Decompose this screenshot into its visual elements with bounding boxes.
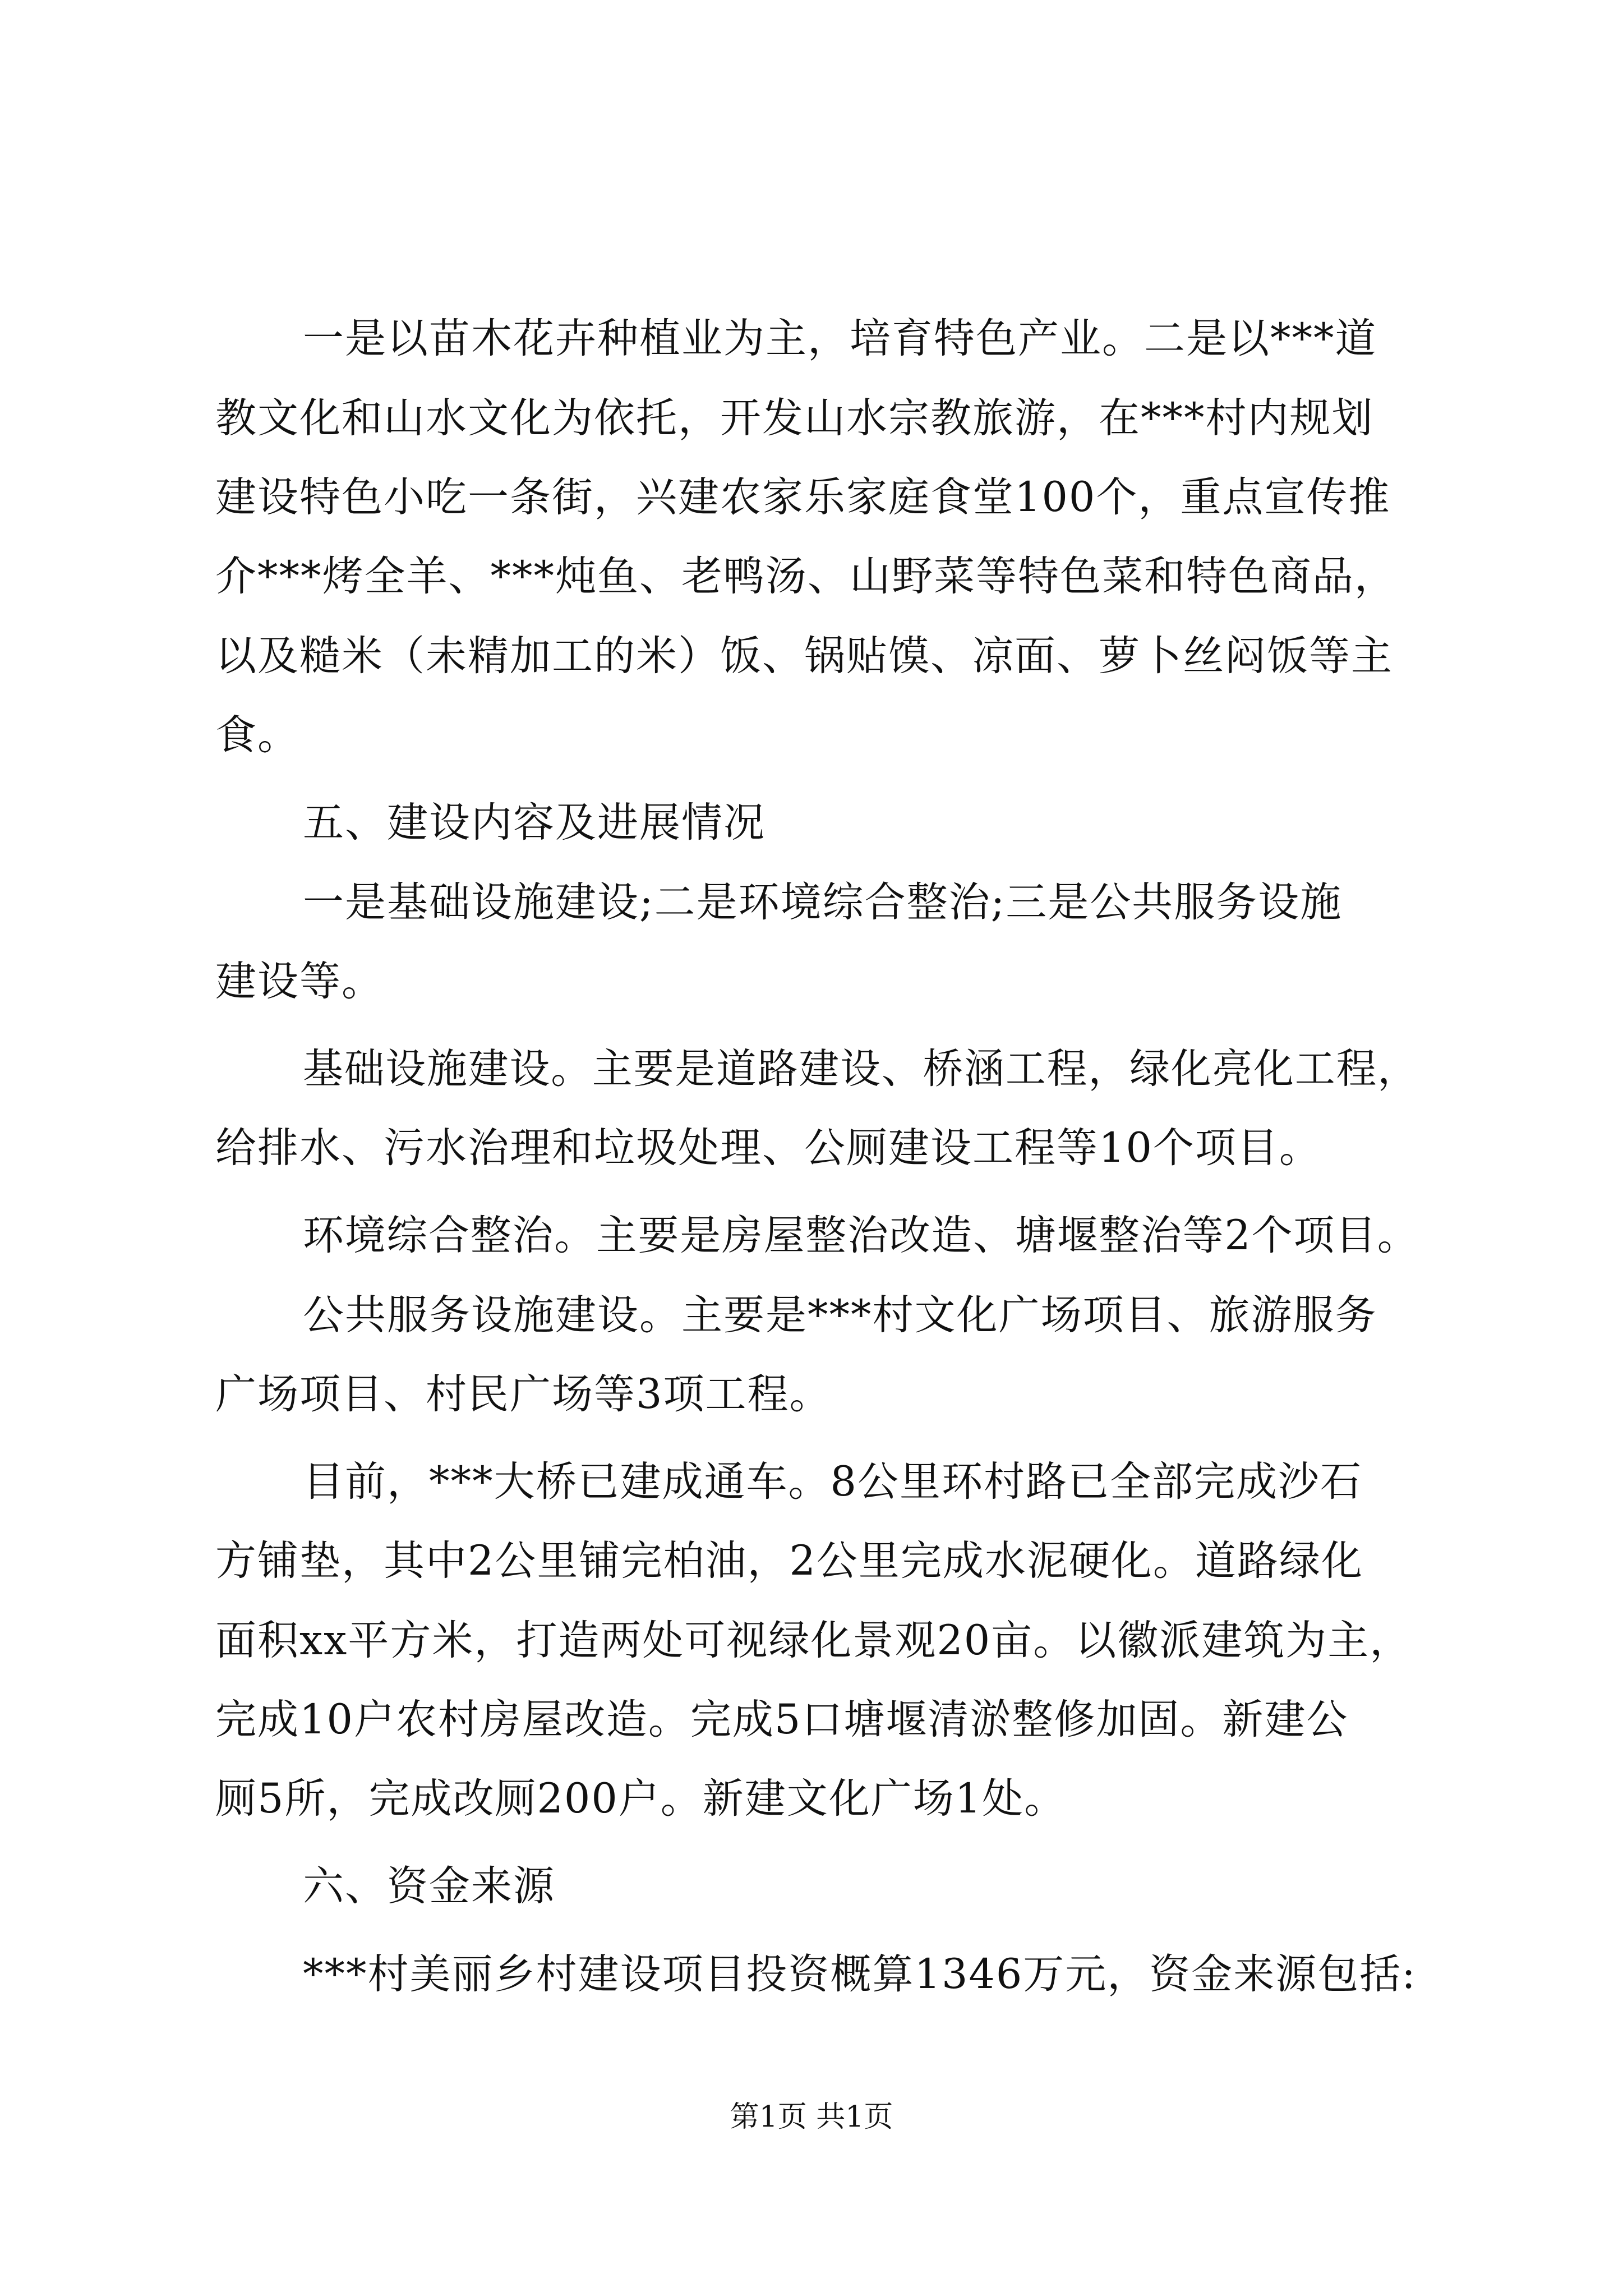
paragraph-line: 厕5所，完成改厕200户。新建文化广场1处。 bbox=[215, 1775, 1067, 1823]
page-number-footer: 第1页 共1页 bbox=[730, 2100, 893, 2134]
paragraph-line: 面积xx平方米，打造两处可视绿化景观20亩。以徽派建筑为主， bbox=[215, 1617, 1412, 1664]
paragraph-line: 建设特色小吃一条街，兴建农家乐家庭食堂100个，重点宣传推 bbox=[215, 473, 1391, 521]
paragraph-line: 给排水、污水治理和垃圾处理、公厕建设工程等10个项目。 bbox=[215, 1124, 1321, 1172]
paragraph-line: 食。 bbox=[215, 711, 299, 759]
paragraph-line: 建设等。 bbox=[215, 958, 384, 1005]
paragraph-line: 一是以苗木花卉种植业为主，培育特色产业。二是以***道 bbox=[303, 315, 1377, 362]
paragraph-line: 公共服务设施建设。主要是***村文化广场项目、旅游服务 bbox=[303, 1291, 1377, 1339]
paragraph-line: 完成10户农村房屋改造。完成5口塘堰清淤整修加固。新建公 bbox=[215, 1696, 1349, 1743]
paragraph-line: 一是基础设施建设;二是环境综合整治;三是公共服务设施 bbox=[303, 878, 1343, 926]
paragraph-line: 介***烤全羊、***炖鱼、老鸭汤、山野菜等特色菜和特色商品， bbox=[215, 553, 1396, 600]
paragraph-line: 教文化和山水文化为依托，开发山水宗教旅游，在***村内规划 bbox=[215, 394, 1374, 442]
paragraph-line: ***村美丽乡村建设项目投资概算1346万元，资金来源包括: bbox=[303, 1950, 1417, 1998]
paragraph-line: 广场项目、村民广场等3项工程。 bbox=[215, 1370, 832, 1418]
paragraph-line: 基础设施建设。主要是道路建设、桥涵工程，绿化亮化工程， bbox=[303, 1045, 1419, 1093]
paragraph-line: 环境综合整治。主要是房屋整治改造、塘堰整治等2个项目。 bbox=[303, 1212, 1419, 1259]
paragraph-line: 以及糙米（未精加工的米）饭、锅贴馍、凉面、萝卜丝闷饭等主 bbox=[215, 632, 1393, 680]
paragraph-line: 方铺垫，其中2公里铺完柏油，2公里完成水泥硬化。道路绿化 bbox=[215, 1537, 1363, 1585]
section-heading: 六、资金来源 bbox=[303, 1862, 555, 1910]
section-heading: 五、建设内容及进展情况 bbox=[303, 799, 766, 846]
paragraph-line: 目前，***大桥已建成通车。8公里环村路已全部完成沙石 bbox=[303, 1458, 1362, 1506]
